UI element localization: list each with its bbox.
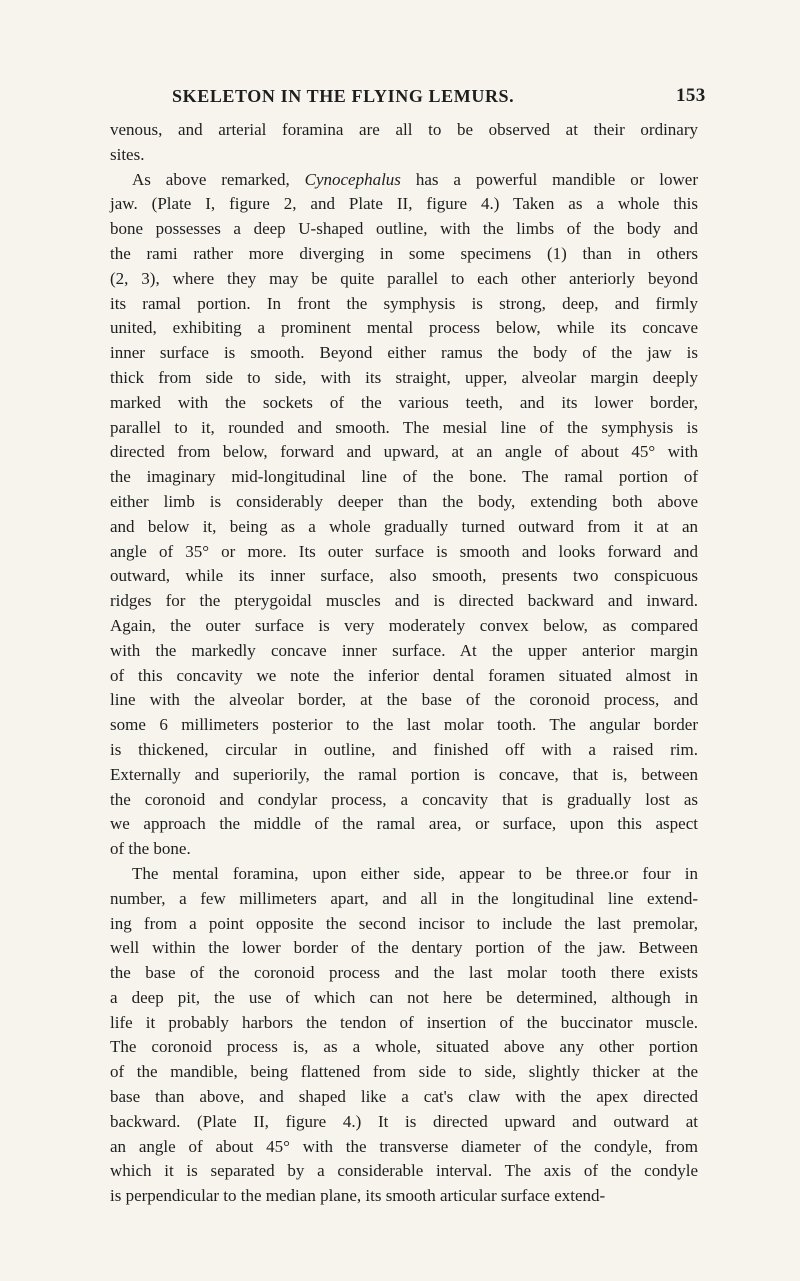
text-line: Externally and superiorily, the ramal portion is concave, that is, between	[110, 764, 698, 784]
text-line: an angle of about 45° with the transverse diameter of the condyle, from	[110, 1136, 698, 1156]
text-line: the rami rather more diverging in some specimens (1) than in others	[110, 243, 698, 263]
text-line: the coronoid and condylar process, a concavity that is gradually lost as	[110, 789, 698, 809]
text-line: united, exhibiting a prominent mental process below, while its concave	[110, 318, 698, 338]
text-line: ridges for the pterygoidal muscles and is directed backward and inward.	[110, 591, 698, 611]
text-line: ing from a point opposite the second incisor to include the last premolar,	[110, 913, 698, 933]
text-line: thick from side to side, with its straight, upper, alveolar margin deeply	[110, 367, 698, 387]
text-line: we approach the middle of the ramal area, or surface, upon this aspect	[110, 814, 698, 834]
text-line: outward, while its inner surface, also smooth, presents two conspicuous	[110, 566, 698, 586]
text-line: is perpendicular to the median plane, its smooth articular surface extend-	[110, 1186, 606, 1206]
text-line: is thickened, circular in outline, and finished off with a raised rim.	[110, 739, 698, 759]
text-line: backward. (Plate II, figure 4.) It is directed upward and outward at	[110, 1111, 698, 1131]
text-line: number, a few millimeters apart, and all in the longitudinal line extend-	[110, 888, 698, 908]
text-line: the base of the coronoid process and the last molar tooth there exists	[110, 963, 698, 983]
text-line: inner surface is smooth. Beyond either ramus the body of the jaw is	[110, 343, 698, 363]
text-line: which it is separated by a considerable interval. The axis of the condyle	[110, 1161, 698, 1181]
text-line: the imaginary mid-longitudinal line of the bone. The ramal portion of	[110, 467, 698, 487]
text-line: of this concavity we note the inferior dental foramen situated almost in	[110, 665, 698, 685]
text-line: As above remarked, Cynocephalus has a powerful mandible or lower	[132, 169, 699, 189]
running-head	[0, 86, 800, 112]
text-line: some 6 millimeters posterior to the last molar tooth. The angular border	[110, 715, 698, 735]
text-line: parallel to it, rounded and smooth. The mesial line of the symphysis is	[110, 417, 698, 437]
text-line: either limb is considerably deeper than the body, extending both above	[110, 491, 698, 511]
text-line: The mental foramina, upon either side, appear to be three.or four in	[132, 863, 698, 883]
text-line: well within the lower border of the dentary portion of the jaw. Between	[110, 938, 698, 958]
body-text	[110, 118, 698, 1209]
text-line: marked with the sockets of the various teeth, and its lower border,	[110, 392, 698, 412]
text-line: of the mandible, being flattened from side to side, slightly thicker at the	[110, 1062, 698, 1082]
text-line: directed from below, forward and upward, at an angle of about 45° with	[110, 442, 698, 462]
text-line: a deep pit, the use of which can not here be determined, although in	[110, 987, 698, 1007]
text-line: venous, and arterial foramina are all to be observed at their ordinary	[110, 120, 698, 139]
text-line: Again, the outer surface is very moderately convex below, as compared	[110, 615, 698, 635]
text-line: jaw. (Plate I, figure 2, and Plate II, figure 4.) Taken as a whole this	[110, 194, 698, 214]
text-line: (2, 3), where they may be quite parallel to each other anteriorly beyond	[110, 268, 698, 288]
text-line: and below it, being as a whole gradually turned outward from it at an	[110, 516, 698, 536]
text-line: line with the alveolar border, at the base of the coronoid process, and	[110, 690, 698, 710]
text-line: The coronoid process is, as a whole, situated above any other portion	[110, 1037, 698, 1057]
text-line: base than above, and shaped like a cat's claw with the apex directed	[110, 1087, 698, 1107]
text-line: sites.	[110, 144, 145, 164]
running-head-title: SKELETON IN THE FLYING LEMURS.	[172, 86, 515, 106]
text-line: life it probably harbors the tendon of insertion of the buccinator muscle.	[110, 1012, 698, 1032]
text-line: bone possesses a deep U-shaped outline, with the limbs of the body and	[110, 219, 698, 239]
text-line: angle of 35° or more. Its outer surface is smooth and looks forward and	[110, 541, 698, 561]
text-line: with the markedly concave inner surface. At the upper anterior margin	[110, 640, 698, 660]
text-line: of the bone.	[110, 839, 191, 859]
text-line: its ramal portion. In front the symphysis is strong, deep, and firmly	[110, 293, 698, 313]
page-number: 153	[676, 85, 706, 106]
